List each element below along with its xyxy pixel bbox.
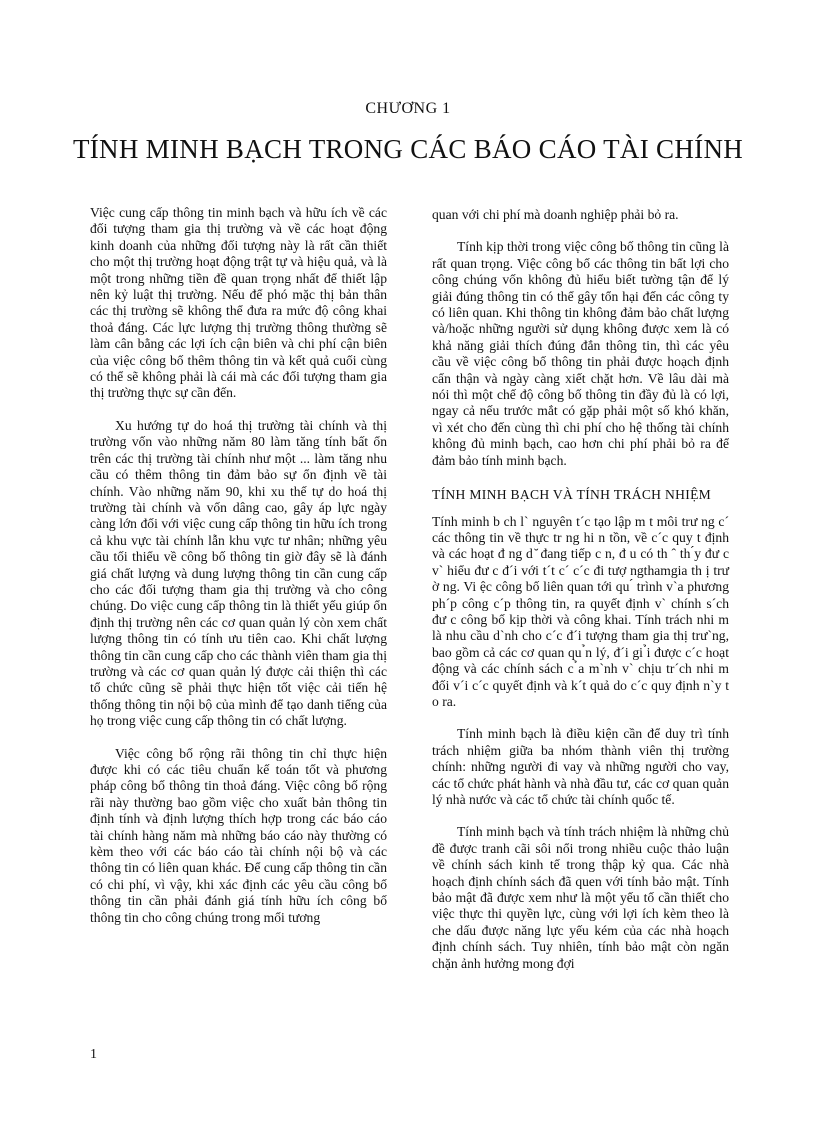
- chapter-label: CHƯƠNG 1: [365, 100, 451, 117]
- paragraph: quan với chi phí mà doanh nghiệp phải bỏ ra.: [432, 207, 679, 222]
- page-number: 1: [90, 1047, 97, 1062]
- paragraph: Xu hướng tự do hoá thị trường tài chính và thị trường vốn vào những năm 80 làm tăng tính bất ổn trên các thị trường tài chính như một ... làm tăng nhu cầu có thêm thông tin đảm bảo sự ổn định về tài chính. Vào những năm 90, khi xu thế tự do hoá thị trường tài chính và vốn dâng cao, gây áp lực ngày càng lớn đối với việc cung cấp thông tin hữu ích trong cả khu vực tài chính lẫn khu vực tư nhân; những yêu cầu tối thiểu về công bố thông tin giờ đây sẽ là đánh giá chất lượng và dung lượng thông tin cần cung cấp cho các đối tượng tham gia thị trường và cho công chúng. Do việc cung cấp thông tin là thiết yếu giúp ổn định thị trường nên các cơ quan quản lý còn xem chất lượng thông tin có tính ưu tiên cao. Khi chất lượng thông tin cần cung cấp cho các thành viên tham gia thị trường và các cơ quan quản lý được cải thiện thì các tổ chức cũng sẽ phải thực hiện tốt việc cải tiến hệ thống thông tin nội bộ của mình để tạo danh tiếng của họ trong việc cung cấp thông tin có chất lượng.: [90, 417, 387, 729]
- right-column: [432, 207, 729, 988]
- paragraph: Tính minh bạch và tính trách nhiệm là những chủ đề được tranh cãi sôi nổi trong nhiều cuộc thảo luận về chính sách kinh tế trong thập kỷ qua. Các nhà hoạch định chính sách đã quen với tính bảo mật. Tính bảo mật đã được xem như là một yếu tố cần thiết cho việc thực thi quyền lực, cùng với lợi ích kèm theo là che dấu được năng lực yếu kém của các nhà hoạch định chính sách. Tuy nhiên, tính bảo mật còn ngăn chặn ảnh hưởng mong đợi: [432, 824, 729, 971]
- paragraph: Tính minh bạch là điều kiện cần để duy trì tính trách nhiệm giữa ba nhóm thành viên thị trường chính: những người đi vay và những người cho vay, các tổ chức phát hành và nhà đầu tư, các cơ quan quản lý nhà nước và các tổ chức tài chính quốc tế.: [432, 726, 729, 807]
- paragraph: Tính kịp thời trong việc công bố thông tin cũng là rất quan trọng. Việc công bố các thông tin bất lợi cho công chúng vốn không đủ hiểu biết tường tận để lý giải đúng thông tin có thể gây tổn hại đến các công ty có liên quan. Khi thông tin không đảm bảo chất lượng và/hoặc những người sử dụng không được xem là có khả năng giải thích đúng đắn thông tin, thì các yêu cầu về việc công bố thông tin phải được hoạch định cẩn thận và ngày càng xiết chặt hơn. Về lâu dài mà nói thì một chế độ công bố thông tin đầy đủ là có lợi, ngay cả nếu trước mắt có gặp phải một số khó khăn, vì xét cho đến cùng thì chi phí cho hệ thống tài chính không đủ minh bạch, cao hơn chi phí phải bỏ ra để đảm bảo tính minh bạch.: [432, 239, 729, 468]
- section-heading: TÍNH MINH BẠCH VÀ TÍNH TRÁCH NHIỆM: [432, 487, 712, 503]
- paragraph: Việc công bố rộng rãi thông tin chỉ thực hiện được khi có các tiêu chuẩn kế toán tốt và phương pháp công bố thông tin thoả đáng. Việc công bố rộng rãi này thường bao gồm việc cho xuất bản thông tin định tính và định lượng thích hợp trong các báo cáo tài chính hàng năm mà những báo cáo này thường có kèm theo với các báo cáo tài chính nội bộ và các thông tin có liên quan khác. Để cung cấp thông tin cần có chi phí, vì vậy, khi xác định các yêu cầu công bố thông tin cần phải đánh giá tính hữu ích công bố thông tin cho công chúng trong mối tương: [90, 745, 387, 925]
- paragraph: Việc cung cấp thông tin minh bạch và hữu ích về các đối tượng tham gia thị trường và về các hoạt động kinh doanh của những đối tượng này là rất cần thiết cho một thị trường hoạt động trật tự và hiệu quả, và là một trong những tiền đề quan trọng nhất để thiết lập nên kỷ luật thị trường. Nếu để phó mặc thị bản thân các thị trường sẽ không thể đưa ra mức độ công khai thoả đáng. Các lực lượng thị trường thông thường sẽ làm cân bằng các lợi ích cận biên và chi phí cận biên của việc công bố thêm thông tin và kết quả cuối cùng có thể sẽ không phải là cái mà các đối tượng tham gia thị trường thực sự cần đến.: [90, 205, 387, 401]
- left-column: [90, 205, 387, 942]
- paragraph: Tính minh b ch l` nguyên t´c tạo lập m t môi trư ng c´ các thông tin về thực tr ng hi n tồn, về c´c quy t định và các hoạt đ ng d ̆ đang tiếp c n, đ u có th ˆ th ́y đư c v` hiểu đư c đ´i với t´t c´ c´c đi tượ ngthamgia th ị trư ờ ng. Vi ệc công bố liên quan tới qu ́ trình v`a phương ph´p công c´p thông tin, ra quyết định v` chính s´ch đư c công bố kịp thời và công khai. Tính trách nhi m là nhu cầu d`nh cho c´c đ´i tượng tham gia thị trư`ng, bao gồm cả các cơ quan qu ̉n lý, đ´i gi ̉i được c´c hoạt động và các chính sách c ̉a m`nh v` chịu tr´ch nhi m đối v´i c´c quyết định và k´t quả do c´c quy định n`y t o ra.: [432, 513, 729, 709]
- chapter-title: TÍNH MINH BẠCH TRONG CÁC BÁO CÁO TÀI CHÍNH: [72, 134, 744, 164]
